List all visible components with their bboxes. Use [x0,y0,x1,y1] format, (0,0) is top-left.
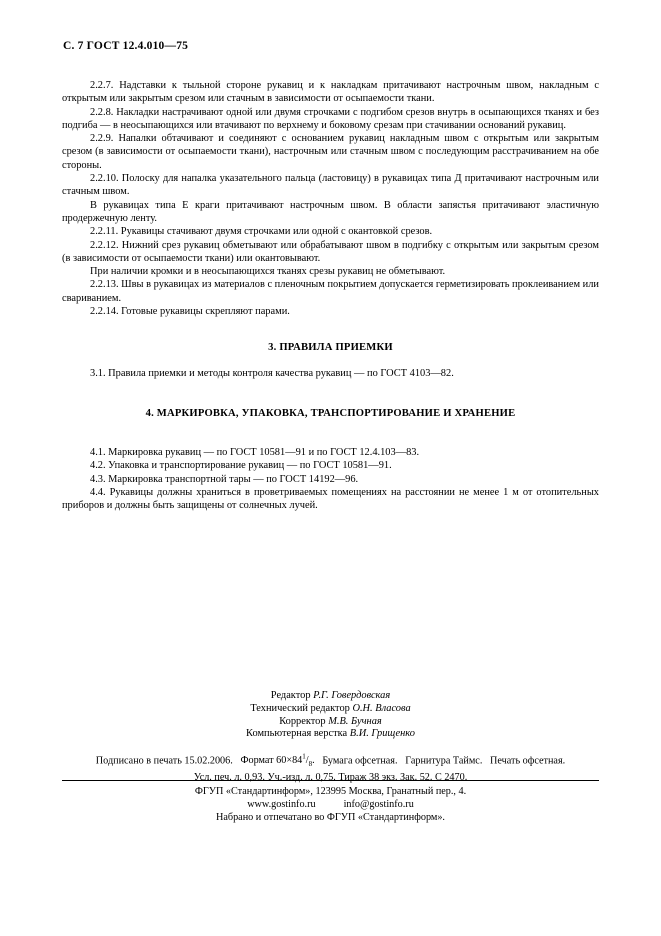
format: Формат $60\times 84^1/_8$. [240,753,315,769]
website-link[interactable]: www.gostinfo.ru [247,799,316,810]
staff-role: Технический редактор [250,702,350,714]
print-info-line-2: Усл. печ. л. 0,93. Уч.-изд. л. 0,75. Тираж 38 экз. Зак. 52. С 2470. [193,772,468,784]
paragraph: 4.4. Рукавицы должны храниться в проветриваемых помещениях на расстоянии не менее 1 м от отопительных приборов и должны быть защищены от солнечных лучей. [62,486,599,512]
paragraph: 2.2.14. Готовые рукавицы скрепляют парами. [90,306,290,318]
staff-line [62,690,599,703]
staff-credits [62,690,599,741]
paragraph: 4.2. Упаковка и транспортирование рукавиц — по ГОСТ 10581—91. [90,460,392,472]
staff-role: Редактор [270,690,311,701]
paragraph: 2.2.8. Накладки настрачивают одной или двумя строчками с подгибом срезов внутрь в осыпающихся тканях и без подгиба — в неосыпающихся или втачивают по верхнему и боковому срезам при стачивании оснований рукавиц. [62,106,599,131]
publisher-contacts [62,798,599,811]
staff-name: М.В. Бучная [328,715,382,727]
divider-line [62,780,599,781]
paragraph: 2.2.13. Швы в рукавицах из материалов с пленочным покрытием допускается герметизировать проклеиванием или свариванием. [62,279,599,304]
paragraph: 2.2.10. Полоску для напалка указательного пальца (ластовицу) в рукавицах типа Д притачивают настрочным или стачным швом. [62,173,599,198]
print-info-line-1 [62,750,599,771]
paragraph: При наличии кромки и в неосыпающихся тканях срезы рукавиц не обметывают. [90,266,446,278]
paragraph: 2.2.7. Надставки к тыльной стороне рукавиц и к накладкам притачивают настрочным швом, накладным с открытым или закрытым срезом или стачным в зависимости от осыпаемости ткани. [62,80,599,105]
section-2-continuation [62,79,599,318]
printing-type: Печать офсетная. [490,755,566,767]
section-4-body [62,446,599,512]
staff-line [62,728,599,741]
paragraph: 2.2.11. Рукавицы стачивают двумя строчками или одной с окантовкой срезов. [90,226,433,238]
section-3-body [62,367,599,380]
publisher-printed-by: Набрано и отпечатано во ФГУП «Стандартинформ». [216,812,445,823]
paragraph: В рукавицах типа Е краги притачивают настрочным швом. В области запястья притачивают эластичную продержечную ленту. [62,199,599,224]
publisher-address: ФГУП «Стандартинформ», 123995 Москва, Гранатный пер., 4. [194,786,467,797]
staff-line [62,703,599,716]
staff-role: Компьютерная верстка [246,728,348,740]
signed-date: Подписано в печать 15.02.2006. [95,755,233,767]
paragraph: 2.2.9. Напалки обтачивают и соединяют с основанием рукавиц накладным швом с открытым или закрытым срезом (в зависимости от осыпаемости ткани), настрочным или стачным швом с последующим расстрачиванием на обе стороны. [62,133,599,171]
paragraph: 4.1. Маркировка рукавиц — по ГОСТ 10581—91 и по ГОСТ 12.4.103—83. [90,447,420,458]
page-header: С. 7 ГОСТ 12.4.010—75 [63,40,189,52]
staff-name: В.И. Грищенко [349,728,415,740]
paragraph: 4.3. Маркировка транспортной тары — по ГОСТ 14192—96. [90,473,359,485]
staff-line [62,716,599,729]
section-4-title: 4. МАРКИРОВКА, УПАКОВКА, ТРАНСПОРТИРОВАНИЕ И ХРАНЕНИЕ [145,408,516,419]
publisher-info [62,785,599,824]
paragraph: 2.2.12. Нижний срез рукавиц обметывают или обрабатывают швом в подгибку с открытым или закрытым срезом (в зависимости от осыпаемости ткани) или окантовывают. [62,239,599,264]
section-3-title: 3. ПРАВИЛА ПРИЕМКИ [268,342,393,353]
email-link[interactable]: info@gostinfo.ru [343,799,414,810]
staff-name: Р.Г. Говердовская [313,690,391,701]
staff-role: Корректор [279,715,326,727]
typeface: Гарнитура Таймс. [405,755,483,767]
paragraph: 3.1. Правила приемки и методы контроля качества рукавиц — по ГОСТ 4103—82. [90,368,454,379]
paper: Бумага офсетная. [322,755,398,767]
staff-name: О.Н. Власова [352,702,411,714]
